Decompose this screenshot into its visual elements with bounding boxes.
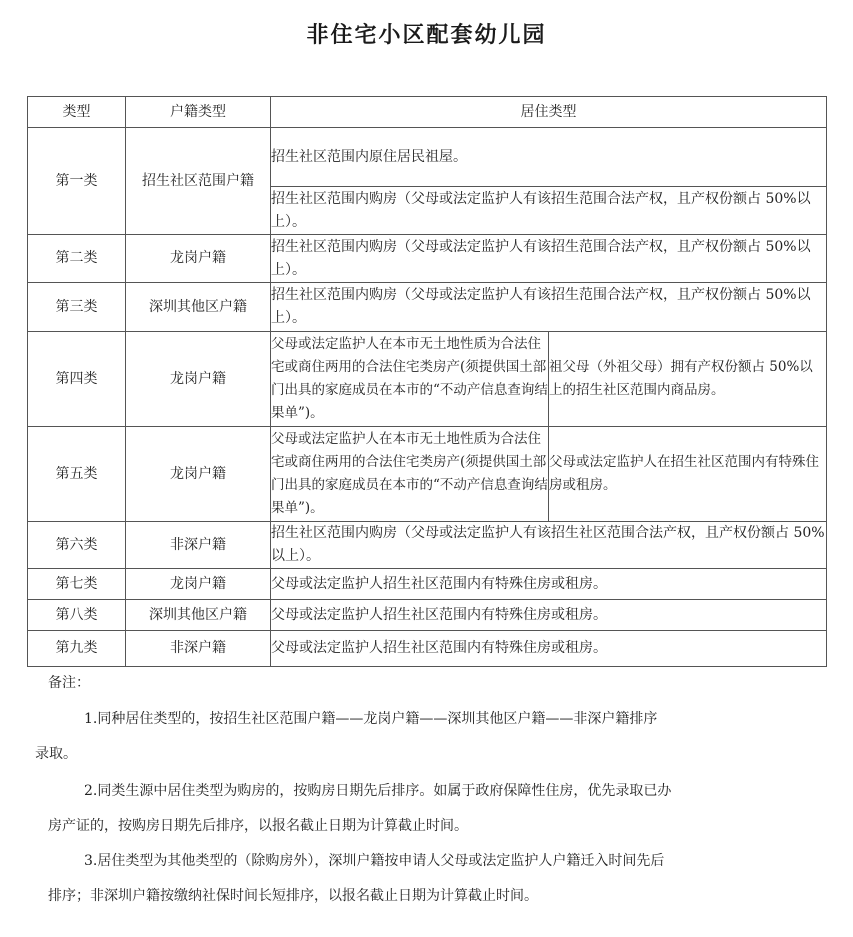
row9-hukou: 非深户籍 [126, 631, 271, 667]
page-title: 非住宅小区配套幼儿园 [306, 23, 547, 48]
row5-hukou: 龙岗户籍 [126, 427, 271, 522]
row4-residence-left: 父母或法定监护人在本市无土地性质为合法住宅或商住两用的合法住宅类房产(须提供国土部门出具的家庭成员在本市的“不动产信息查询结果单”)。 [271, 332, 549, 427]
row4-type: 第四类 [28, 332, 126, 427]
note-3 [0, 850, 853, 908]
row8-type: 第八类 [28, 600, 126, 631]
row3-residence: 招生社区范围内购房（父母或法定监护人有该招生范围合法产权，且产权份额占 50%以上）。 [271, 283, 827, 332]
note-2-line-2: 房产证的，按购房日期先后排序，以报名截止日期为计算截止时间。 [48, 818, 468, 834]
note-1-line-2: 录取。 [35, 746, 77, 762]
table-row [28, 427, 827, 522]
header-type: 类型 [28, 97, 126, 128]
row4-hukou: 龙岗户籍 [126, 332, 271, 427]
note-1 [0, 708, 853, 766]
row5-residence-right: 父母或法定监护人在招生社区范围内有特殊住房或租房。 [549, 427, 827, 522]
row1-type: 第一类 [28, 128, 126, 235]
table-row [28, 283, 827, 332]
row6-type: 第六类 [28, 522, 126, 569]
note-3-line-1: 3.居住类型为其他类型的（除购房外），深圳户籍按申请人父母或法定监护人户籍迁入时间先后 [84, 853, 665, 869]
table-row [28, 631, 827, 667]
table-row [28, 522, 827, 569]
table-row [28, 569, 827, 600]
row4-residence-right: 祖父母（外祖父母）拥有产权份额占 50%以上的招生社区范围内商品房。 [549, 332, 827, 427]
row3-type: 第三类 [28, 283, 126, 332]
table-header-row [28, 97, 827, 128]
row9-residence: 父母或法定监护人招生社区范围内有特殊住房或租房。 [271, 631, 827, 667]
row2-residence: 招生社区范围内购房（父母或法定监护人有该招生范围合法产权，且产权份额占 50%以上）。 [271, 235, 827, 283]
row6-hukou: 非深户籍 [126, 522, 271, 569]
row2-type: 第二类 [28, 235, 126, 283]
row3-hukou: 深圳其他区户籍 [126, 283, 271, 332]
table-row [28, 235, 827, 283]
table-row [28, 332, 827, 427]
note-1-line-1: 1.同种居住类型的，按招生社区范围户籍——龙岗户籍——深圳其他区户籍——非深户籍排序 [84, 711, 658, 727]
row5-residence-left: 父母或法定监护人在本市无土地性质为合法住宅或商住两用的合法住宅类房产(须提供国土部门出具的家庭成员在本市的“不动产信息查询结果单”)。 [271, 427, 549, 522]
header-hukou: 户籍类型 [126, 97, 271, 128]
note-2-line-1: 2.同类生源中居住类型为购房的，按购房日期先后排序。如属于政府保障性住房，优先录取已办 [84, 783, 672, 799]
note-2 [0, 780, 853, 838]
table-row [28, 600, 827, 631]
row6-residence: 招生社区范围内购房（父母或法定监护人有该招生社区范围合法产权，且产权份额占 50%以上）。 [271, 522, 827, 569]
table-row [28, 128, 827, 187]
row7-hukou: 龙岗户籍 [126, 569, 271, 600]
row9-type: 第九类 [28, 631, 126, 667]
header-residence: 居住类型 [271, 97, 827, 128]
row5-type: 第五类 [28, 427, 126, 522]
note-3-line-2: 排序；非深圳户籍按缴纳社保时间长短排序，以报名截止日期为计算截止时间。 [48, 888, 538, 904]
notes-label: 备注： [48, 675, 90, 691]
row2-hukou: 龙岗户籍 [126, 235, 271, 283]
row7-residence: 父母或法定监护人招生社区范围内有特殊住房或租房。 [271, 569, 827, 600]
admission-table [27, 96, 827, 667]
row1-hukou: 招生社区范围户籍 [126, 128, 271, 235]
row8-residence: 父母或法定监护人招生社区范围内有特殊住房或租房。 [271, 600, 827, 631]
row8-hukou: 深圳其他区户籍 [126, 600, 271, 631]
row7-type: 第七类 [28, 569, 126, 600]
row1-residence-a: 招生社区范围内原住居民祖屋。 [271, 128, 827, 187]
row1-residence-b: 招生社区范围内购房（父母或法定监护人有该招生范围合法产权，且产权份额占 50%以上）。 [271, 187, 827, 235]
